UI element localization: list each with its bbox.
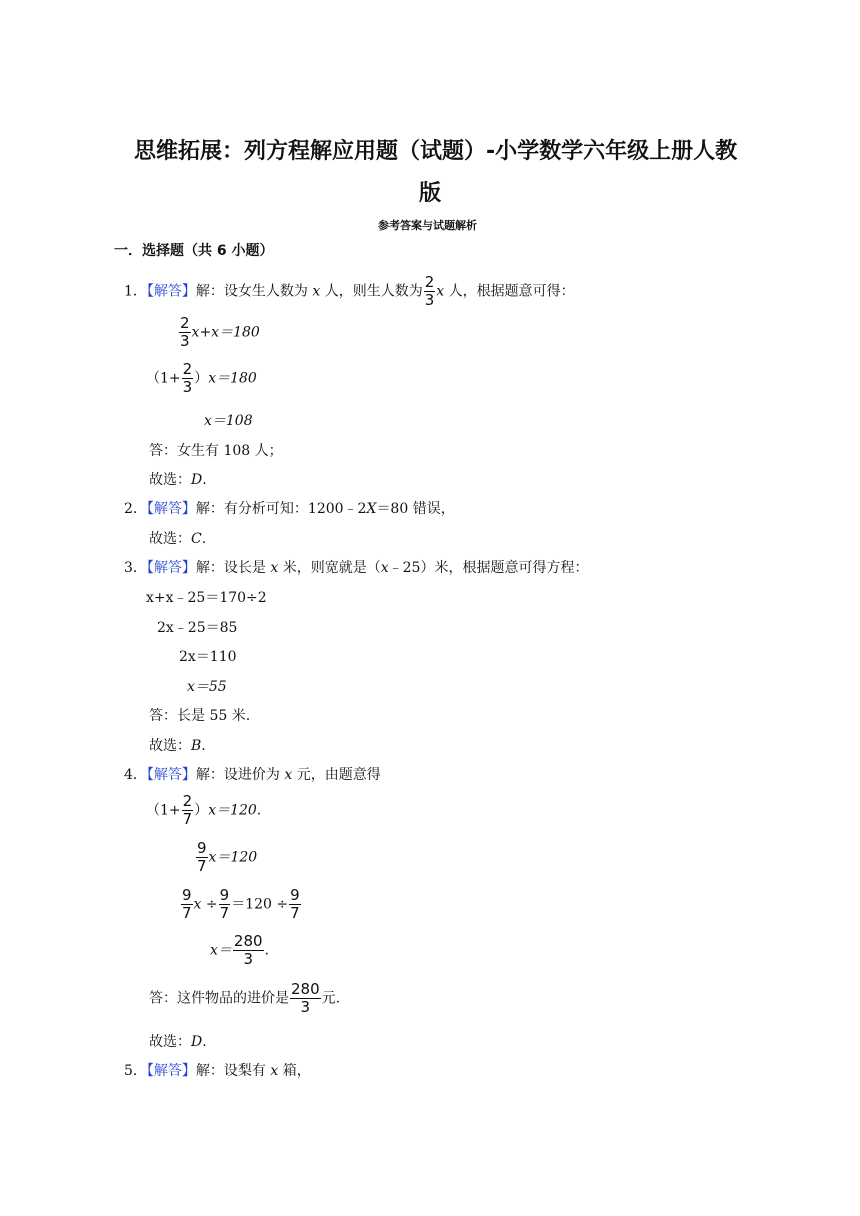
q5-answer-tag: 【解答】: [146, 1063, 196, 1079]
q4-eq4-fraction-den: 3: [243, 950, 253, 968]
q1-fraction-den: 3: [424, 291, 435, 309]
q1-answer: 答：女生有 108 人；: [149, 443, 283, 459]
q1-eq1-rest: x+x＝180: [191, 324, 260, 341]
q3-choice-period: .: [201, 738, 206, 754]
q1-eq1: [178, 316, 260, 349]
q1-eq2-fraction: [182, 362, 194, 395]
q1-fraction: [424, 275, 436, 308]
q4-answer: [149, 982, 340, 1015]
q4-eq3-fraction-2-den: 7: [219, 904, 230, 922]
q4-eq2-fraction: [196, 841, 208, 874]
q3-var: x: [270, 560, 279, 576]
q4-answer-a: 答：这件物品的进价是: [149, 990, 289, 1007]
q3-eq1: x+x﹣25＝170÷2: [146, 590, 267, 606]
q4-number: 4．: [124, 767, 147, 783]
q2-text: 解：有分析可知：1200﹣2: [195, 501, 367, 517]
q4-choice-letter: D: [191, 1034, 203, 1050]
q1-eq2-open: （1+: [146, 370, 181, 387]
q4-answer-fraction-den: 3: [300, 998, 311, 1016]
q1-eq2-close: ）: [194, 370, 209, 387]
q3-line: [124, 559, 588, 577]
q4-var: x: [284, 767, 293, 783]
section-heading: 一．选择题（共 6 小题）: [114, 243, 274, 259]
q4-answer-b: 元.: [321, 990, 341, 1007]
q1-choice: [149, 471, 207, 489]
q4-eq3-fraction-1-num: 9: [182, 886, 192, 904]
q4-eq3-div-2: ÷: [276, 896, 289, 913]
q3-eq2: 2x﹣25＝85: [157, 620, 238, 636]
q1-eq2-rest: x＝180: [208, 370, 257, 387]
q1-var-2: x: [436, 283, 445, 300]
q3-choice-label: 故选：: [149, 738, 191, 754]
q4-eq3-fraction-3-num: 9: [290, 886, 300, 904]
q5-text-a: 解：设梨有: [195, 1063, 266, 1079]
q4-eq3-fraction-3: [289, 888, 301, 921]
q1-line: [124, 275, 575, 308]
q1-answer-tag: 【解答】: [146, 283, 196, 300]
doc-title-line2: 版: [419, 181, 442, 206]
q2-answer-tag: 【解答】: [146, 501, 196, 517]
q3-var-2: x: [380, 560, 389, 576]
q4-eq1-open: （1+: [146, 802, 181, 819]
q1-eq3: x＝108: [204, 413, 253, 429]
q4-eq1-rest: x＝120.: [208, 802, 262, 819]
q3-text-a: 解：设长是: [195, 560, 266, 576]
q4-eq3-fraction-2-num: 9: [219, 886, 230, 904]
q3-text-b: 米，则宽就是（: [282, 560, 381, 576]
q4-eq1-fraction: [182, 794, 194, 827]
q2-number: 2．: [124, 501, 147, 517]
q1-choice-letter: D: [191, 472, 203, 488]
q2-choice-letter: C: [191, 531, 202, 547]
q5-var: x: [270, 1063, 279, 1079]
q1-text-a: 解：设女生人数为: [195, 283, 308, 300]
q3-eq3: 2x＝110: [179, 649, 237, 665]
q4-eq2-fraction-num: 9: [197, 839, 207, 857]
q1-eq2: [146, 362, 257, 395]
q1-var: x: [312, 283, 321, 300]
q4-eq4-period: .: [264, 942, 269, 959]
q3-choice-letter: B: [191, 738, 202, 754]
q4-eq2-rest: x＝120: [208, 849, 258, 866]
q1-eq1-fraction-den: 3: [180, 332, 190, 350]
q4-eq4-fraction-num: 280: [233, 932, 263, 950]
q4-eq3-var: x: [193, 896, 202, 913]
q4-text-a: 解：设进价为: [195, 767, 280, 783]
q2-text-tail: ＝80 错误，: [376, 501, 455, 517]
q4-eq1-fraction-den: 7: [182, 810, 193, 828]
q3-choice: [149, 737, 206, 755]
q2-choice-label: 故选：: [149, 531, 191, 547]
q3-text-c: ﹣25）米，根据题意可得方程：: [388, 560, 589, 576]
q2-line: [124, 500, 455, 518]
q4-line: [124, 766, 381, 784]
q4-eq3-fraction-3-den: 7: [290, 904, 300, 922]
q1-eq2-fraction-num: 2: [182, 360, 193, 378]
q5-text-b: 箱，: [282, 1063, 311, 1079]
q4-eq2: [195, 841, 257, 874]
q3-answer-tag: 【解答】: [146, 560, 196, 576]
q1-choice-label: 故选：: [149, 472, 191, 488]
q4-answer-fraction-num: 280: [291, 980, 320, 998]
q4-eq3-fraction-2: [219, 888, 231, 921]
q2-choice: [149, 530, 206, 548]
q1-text-b: 人，则生人数为: [324, 283, 423, 300]
q4-answer-tag: 【解答】: [146, 767, 196, 783]
q3-answer: 答：长是 55 米.: [149, 708, 251, 724]
q4-eq3-mid: ＝120: [231, 896, 272, 913]
q5-line: [124, 1062, 311, 1080]
q5-number: 5．: [124, 1063, 147, 1079]
q4-choice: [149, 1033, 207, 1051]
q4-answer-fraction: [290, 982, 321, 1015]
q1-text-c: 人，根据题意可得：: [448, 283, 575, 300]
q4-eq1: [146, 794, 261, 827]
q1-number: 1．: [124, 283, 147, 300]
q4-eq4-lhs: x＝: [210, 942, 232, 959]
q4-eq2-fraction-den: 7: [197, 857, 207, 875]
doc-title-line1: 思维拓展：列方程解应用题（试题）-小学数学六年级上册人教: [134, 139, 738, 164]
q1-eq1-fraction: [179, 316, 191, 349]
q4-eq4: [210, 934, 269, 967]
q4-eq1-fraction-num: 2: [182, 792, 193, 810]
q4-eq3-div-1: ÷: [205, 896, 218, 913]
q4-eq3-fraction-1-den: 7: [182, 904, 192, 922]
doc-subtitle: 参考答案与试题解析: [378, 219, 477, 232]
q4-eq3-fraction-1: [181, 888, 193, 921]
q1-choice-period: .: [202, 472, 207, 488]
q3-number: 3．: [124, 560, 147, 576]
q1-eq1-fraction-num: 2: [180, 314, 190, 332]
q4-eq4-fraction: [233, 934, 264, 967]
q4-text-b: 元，由题意得: [296, 767, 381, 783]
q4-eq1-close: ）: [194, 802, 209, 819]
q2-var: X: [366, 501, 377, 517]
q3-eq4: x＝55: [187, 679, 227, 695]
q1-eq2-fraction-den: 3: [182, 378, 193, 396]
q1-fraction-num: 2: [424, 273, 435, 291]
q4-eq3: [180, 888, 302, 921]
q4-choice-period: .: [202, 1034, 207, 1050]
q4-choice-label: 故选：: [149, 1034, 191, 1050]
q2-choice-period: .: [201, 531, 207, 547]
